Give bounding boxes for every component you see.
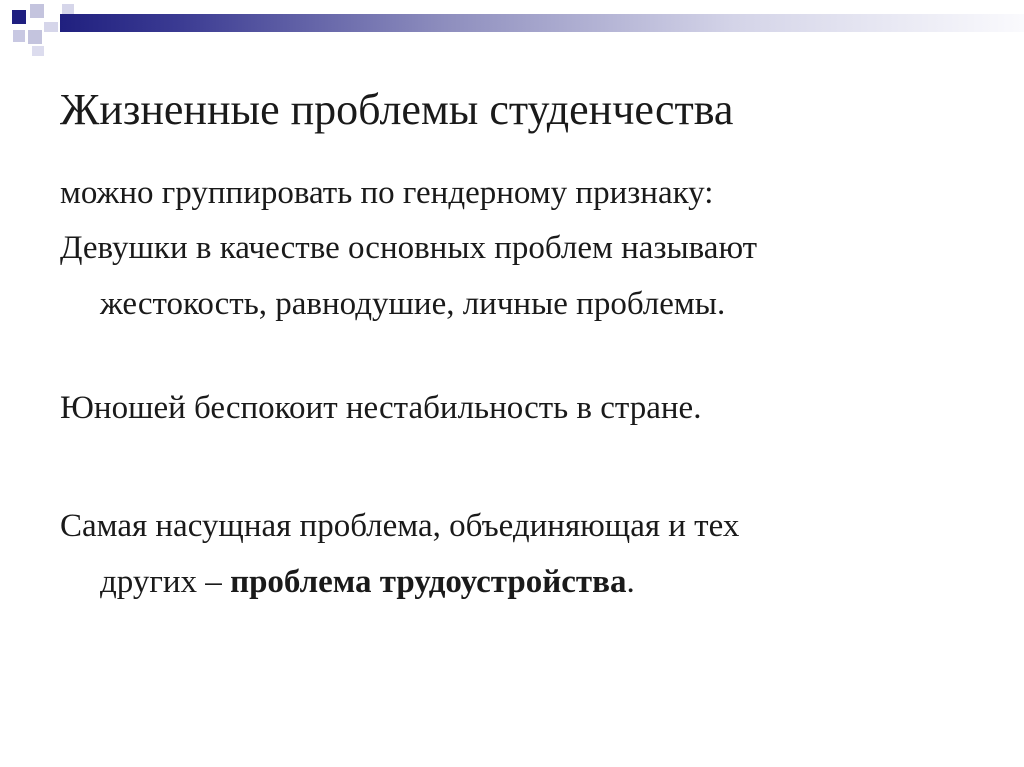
- decorative-square: [30, 4, 44, 18]
- common-line-2-prefix: других –: [100, 564, 231, 600]
- boys-paragraph: Юношей беспокоит нестабильность в стране.: [60, 390, 702, 426]
- common-line-2: [60, 554, 960, 610]
- decorative-square: [28, 30, 42, 44]
- common-problem-paragraph: [60, 498, 960, 610]
- slide-title: Жизненные проблемы студенчества: [60, 85, 734, 134]
- common-line-2-suffix: .: [626, 564, 635, 600]
- girls-line-1: Девушки в качестве основных проблем называют: [60, 230, 758, 266]
- header-gradient-bar: [60, 14, 1024, 32]
- decorative-square: [13, 30, 25, 42]
- employment-problem-emphasis: проблема трудоустройства: [230, 564, 627, 600]
- girls-line-2: жестокость, равнодушие, личные проблемы.: [100, 286, 726, 322]
- decorative-square: [32, 46, 44, 56]
- decorative-square: [12, 10, 26, 24]
- decorative-square: [44, 22, 58, 32]
- subtitle-text: можно группировать по гендерному признаку:: [60, 175, 714, 211]
- common-line-1: Самая насущная проблема, объединяющая и тех: [60, 508, 740, 544]
- girls-paragraph: [60, 220, 960, 332]
